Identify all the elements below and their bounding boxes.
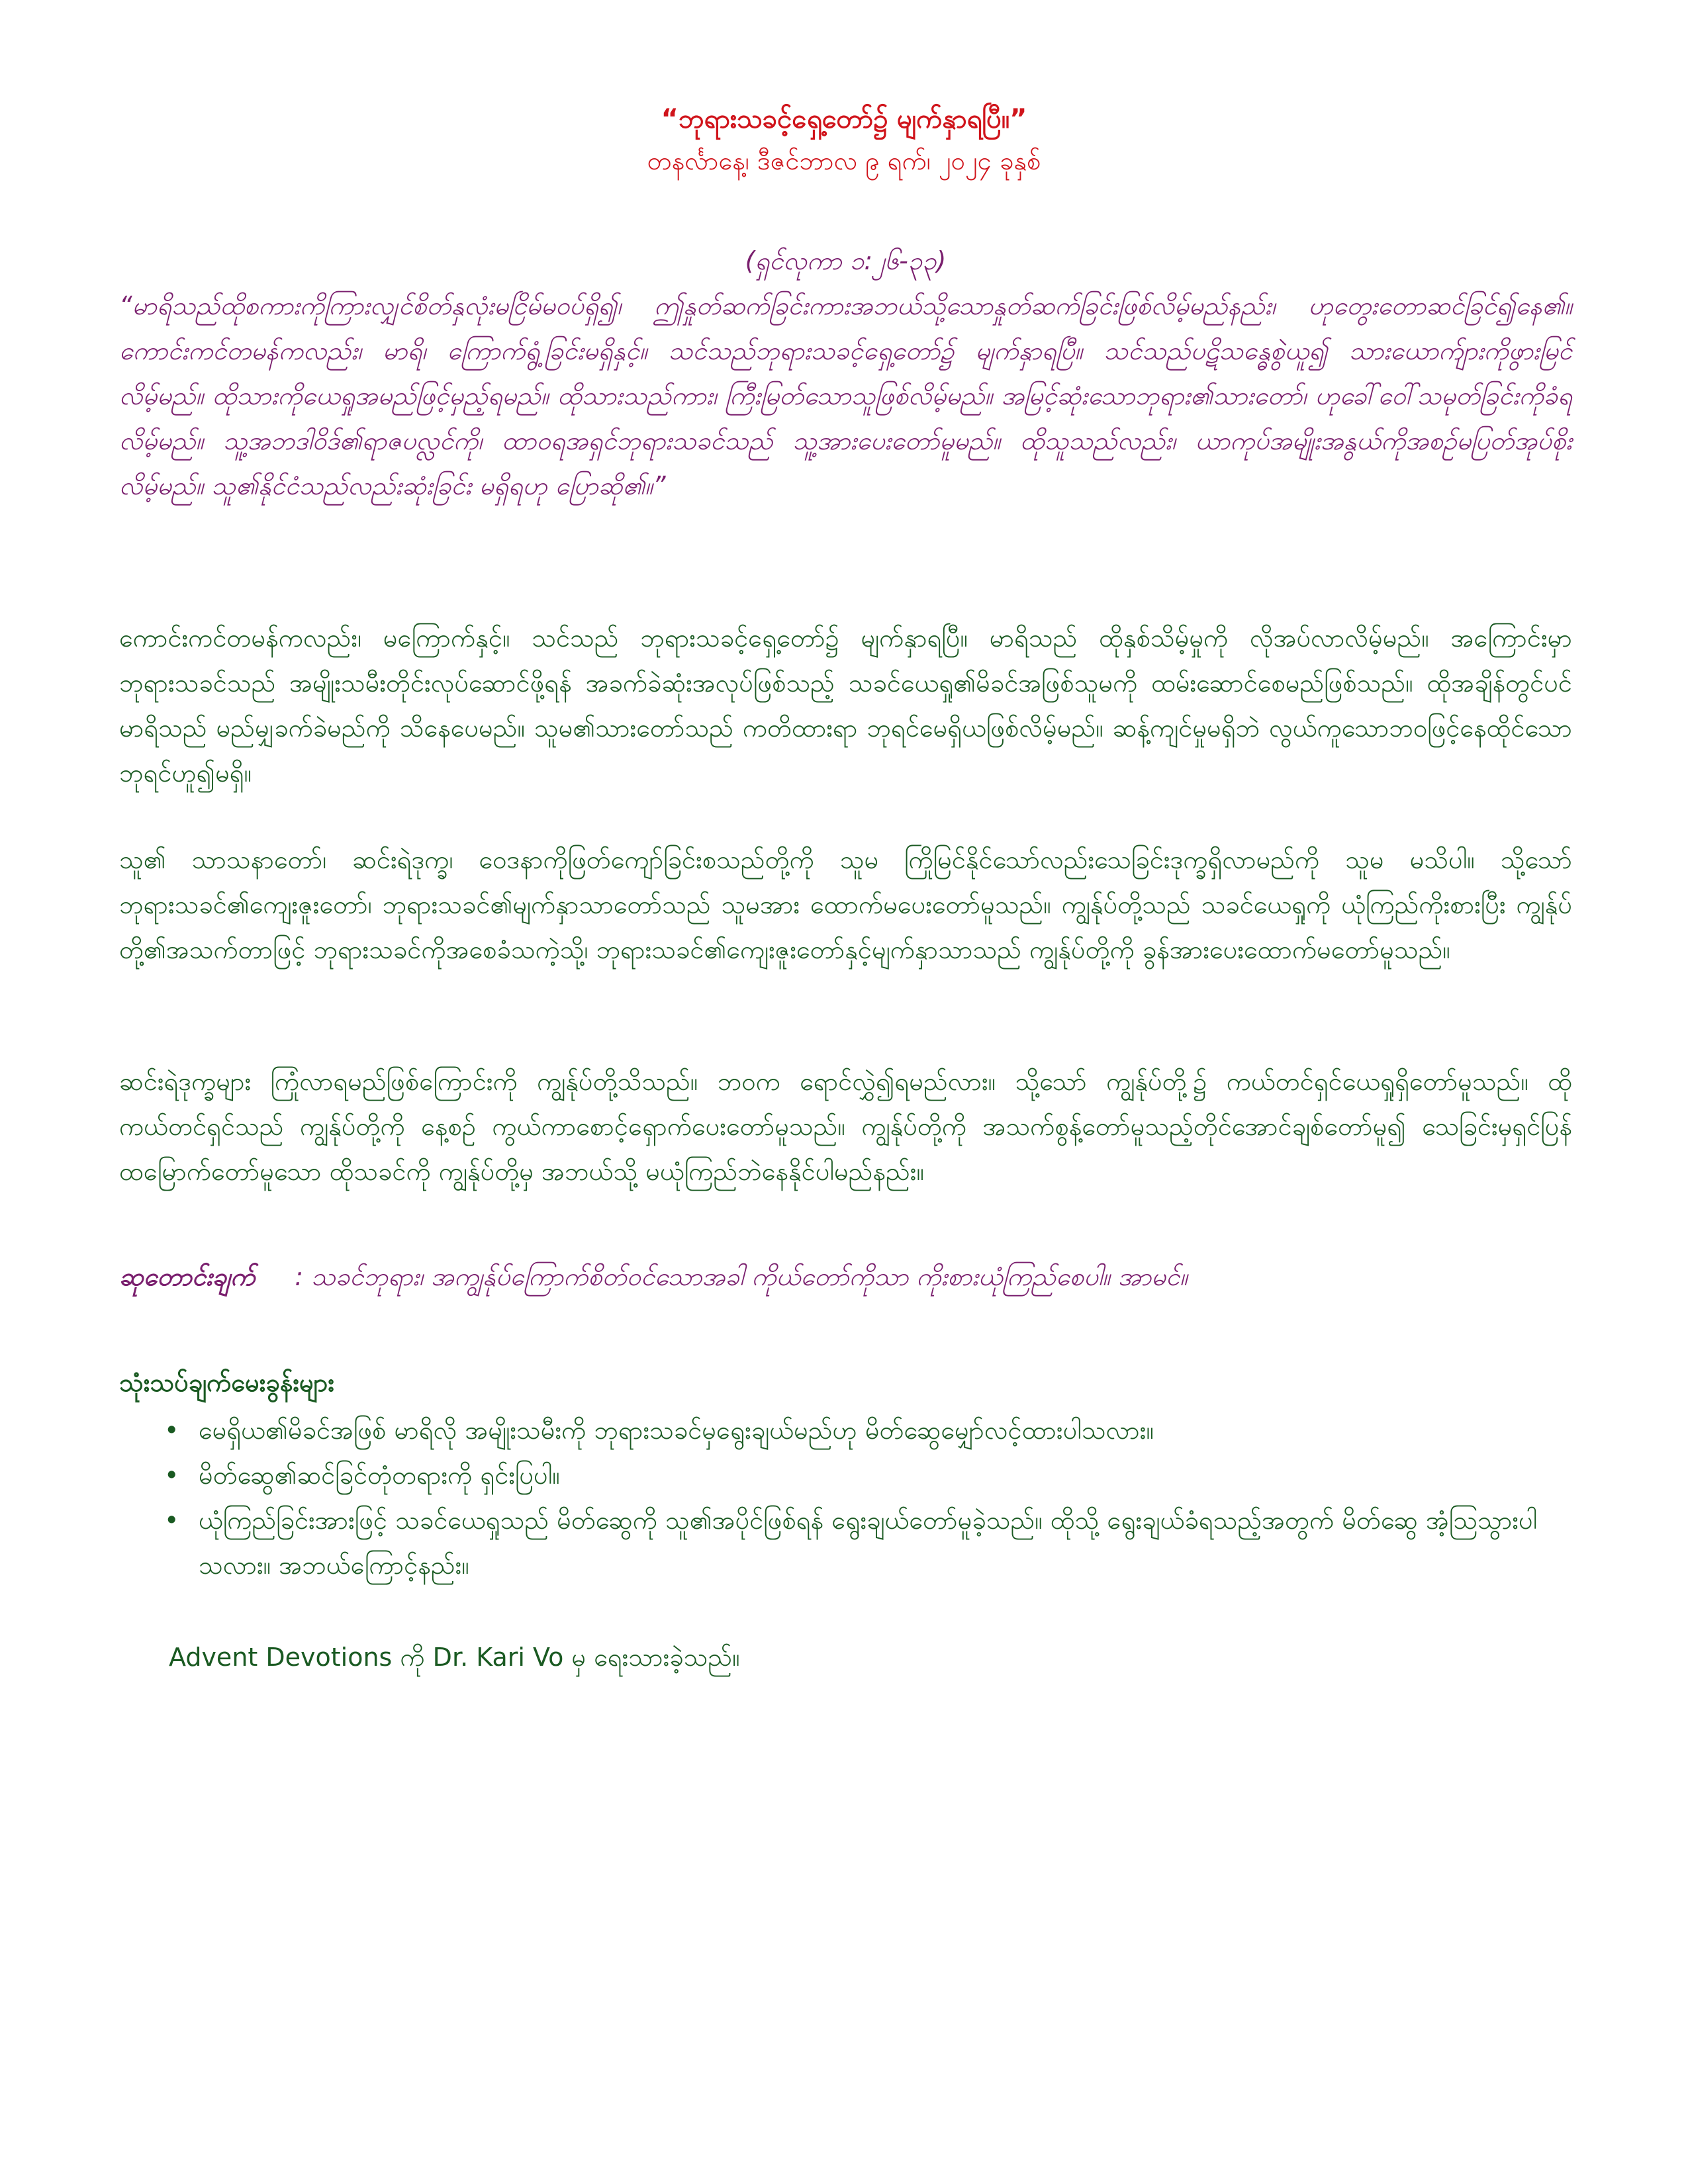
list-item [119,1408,1572,1453]
prayer-text: : သခင်ဘုရား၊ အကျွန်ုပ်ကြောက်စိတ်ဝင်သောအခါ ကိုယ်တော်ကိုသာ ကိုးစားယုံကြည်စေပါ။ အာမင်။ [295,1262,1188,1291]
bullet-icon: • [164,1416,179,1445]
body-paragraph: သူ၏ သာသနာတော်၊ ဆင်းရဲဒုက္ခ၊ ဝေဒနာကိုဖြတ်ကျော်ခြင်းစသည်တို့ကို သူမ ကြိုမြင်နိုင်သော်လည်းသေခြင်းဒုက္ခရှိလာမည်ကို သူမ မသိပါ။ သို့သော်ဘုရားသခင်၏ကျေးဇူးတော်၊ ဘုရားသခင်၏မျက်နှာသာတော်သည် သူမအား ထောက်မပေးတော်မူသည်။ ကျွန်ုပ်တို့သည် သခင်ယေရှုကို ယုံကြည်ကိုးစားပြီး ကျွန်ုပ်တို့၏အသက်တာဖြင့် ဘုရားသခင်ကိုအစေခံသကဲ့သို့၊ ဘုရားသခင်၏ကျေးဇူးတော်နှင့်မျက်နှာသာသည် ကျွန်ုပ်တို့ကို ခွန်အားပေးထောက်မတော်မူသည်။ [119,845,1572,964]
question-text: ယုံကြည်ခြင်းအားဖြင့် သခင်ယေရှုသည် မိတ်ဆွေကို သူ၏အပိုင်ဖြစ်ရန် ရွေးချယ်တော်မူခဲ့သည်။ ထိုသို့ ရွေးချယ်ခံရသည့်အတွက် မိတ်ဆွေ အံ့သြသွားပါသလား။ အဘယ်ကြောင့်နည်း။ [199,1506,1538,1580]
scripture-reference: (ရှင်လုကာ ၁:၂၆-၃၃) [745,246,947,275]
list-item [119,1498,1572,1588]
prayer-label: ဆုတောင်းချက် [119,1262,256,1291]
header [0,99,1688,183]
prayer [119,1254,1572,1299]
reflection-questions [119,1360,1572,1588]
question-text: မိတ်ဆွေ၏ဆင်ခြင်တုံတရားကို ရှင်းပြပါ။ [199,1461,560,1490]
questions-list [119,1408,1572,1588]
questions-heading: သုံးသပ်ချက်မေးခွန်းများ [119,1368,335,1397]
author-credit: Advent Devotions ကို Dr. Kari Vo မှ ရေးသားခဲ့သည်။ [169,1643,740,1672]
date-line: တနင်္လာနေ့၊ ဒီဇင်ဘာလ ၉ ရက်၊ ၂၀၂၄ ခုနှစ် [647,146,1041,175]
bullet-icon: • [164,1506,179,1535]
body-paragraph: ကောင်းကင်တမန်ကလည်း၊ မကြောက်နှင့်။ သင်သည် ဘုရားသခင့်ရှေ့တော်၌ မျက်နှာရပြီ။ မာရိသည် ထိုနှစ်သိမ့်မှုကို လိုအပ်လာလိမ့်မည်။ အကြောင်းမှာ ဘုရားသခင်သည် အမျိုးသမီးတိုင်းလုပ်ဆောင်ဖို့ရန် အခက်ခဲဆုံးအလုပ်ဖြစ်သည့် သခင်ယေရှု၏မိခင်အဖြစ်သူမကို ထမ်းဆောင်စေမည်ဖြစ်သည်။ ထိုအချိန်တွင်ပင် မာရိသည် မည်မျှခက်ခဲမည်ကို သိနေပေမည်။ သူမ၏သားတော်သည် ကတိထားရာ ဘုရင်မေရှိယဖြစ်လိမ့်မည်။ ဆန့်ကျင်မှုမရှိဘဲ လွယ်ကူသောဘဝဖြင့်နေထိုင်သော ဘုရင်ဟူ၍မရှိ။ [119,623,1572,788]
bullet-icon: • [164,1461,179,1490]
list-item [119,1453,1572,1498]
page-title: “ဘုရားသခင့်ရှေ့တော်၌ မျက်နှာရပြီ။” [661,104,1027,134]
body-paragraph: ဆင်းရဲဒုက္ခများ ကြုံလာရမည်ဖြစ်ကြောင်းကို ကျွန်ုပ်တို့သိသည်။ ဘဝက ရောင်လွှဲ၍ရမည်လား။ သို့သော် ကျွန်ုပ်တို့၌ ကယ်တင်ရှင်ယေရှုရှိတော်မူသည်။ ထိုကယ်တင်ရှင်သည် ကျွန်ုပ်တို့ကို နေ့စဉ် ကွယ်ကာစောင့်ရှောက်ပေးတော်မူသည်။ ကျွန်ုပ်တို့ကို အသက်စွန့်တော်မူသည့်တိုင်အောင်ချစ်တော်မူ၍ သေခြင်းမှရှင်ပြန်ထမြောက်တော်မူသော ထိုသခင်ကို ကျွန်ုပ်တို့မှ အဘယ်သို့ မယုံကြည်ဘဲနေနိုင်ပါမည်နည်း။ [119,1067,1572,1186]
question-text: မေရှိယ၏မိခင်အဖြစ် မာရိလို အမျိုးသမီးကို ဘုရားသခင်မှရွေးချယ်မည်ဟု မိတ်ဆွေမျှော်လင့်ထားပါသလား။ [199,1416,1154,1445]
scripture-passage [119,238,1572,508]
scripture-text: “မာရိသည်ထိုစကားကိုကြားလျှင်စိတ်နှလုံးမငြိမ်မဝပ်ရှိ၍၊ ဤနှုတ်ဆက်ခြင်းကားအဘယ်သို့သောနှုတ်ဆက်ခြင်းဖြစ်လိမ့်မည်နည်း၊ ဟုတွေးတောဆင်ခြင်၍နေ၏။ ကောင်းကင်တမန်ကလည်း၊ မာရိ၊ ကြောက်ရွံ့ခြင်းမရှိနှင့်။ သင်သည်ဘုရားသခင့်ရှေ့တော်၌ မျက်နှာရပြီ။ သင်သည်ပဋိသန္ဓေစွဲယူ၍ သားယောက်ျားကိုဖွားမြင်လိမ့်မည်။ ထိုသားကိုယေရှုအမည်ဖြင့်မှည့်ရမည်။ ထိုသားသည်ကား၊ ကြီးမြတ်သောသူဖြစ်လိမ့်မည်။ အမြင့်ဆုံးသောဘုရား၏သားတော်၊ ဟုခေါ်ဝေါ်သမုတ်ခြင်းကိုခံရလိမ့်မည်။ သူ့အဘဒါဝိဒ်၏ရာဇပလ္လင်ကို၊ ထာဝရအရှင်ဘုရားသခင်သည် သူ့အားပေးတော်မူမည်။ ထိုသူသည်လည်း၊ ယာကုပ်အမျိုးအနွယ်ကိုအစဉ်မပြတ်အုပ်စိုးလိမ့်မည်။ သူ၏နိုင်ငံသည်လည်းဆုံးခြင်း မရှိရဟု ပြောဆို၏။” [119,291,1572,500]
